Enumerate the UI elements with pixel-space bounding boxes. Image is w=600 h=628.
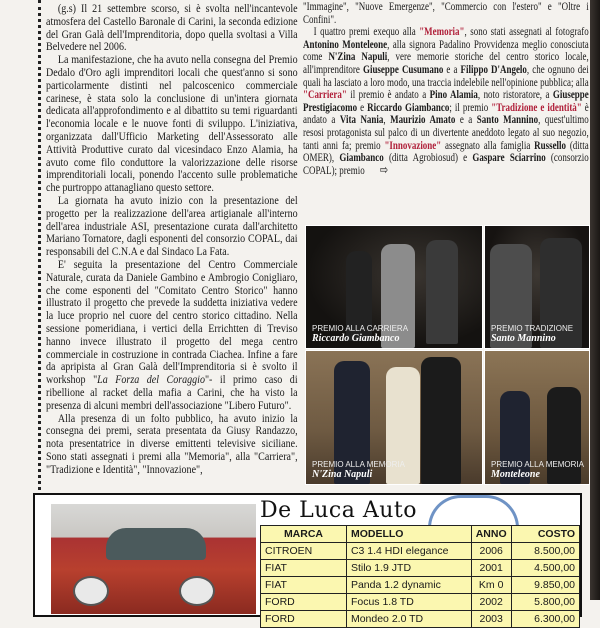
table-row bbox=[261, 543, 580, 560]
photo-carriera bbox=[305, 225, 483, 349]
awardee-name: Pino Alamia bbox=[429, 87, 478, 102]
article-left-column bbox=[46, 2, 298, 475]
paragraph: La manifestazione, che ha avuto nella consegna del Premio Dedalo d'Oro agli imprenditori locali che quest'anno si sono particolarmente distinti nel palcoscenico commerciale carinese, è stata solo la conclusione di un'intera giornata dedicata all'approfondimento e al dibattito su temi riguardanti l'economia locale e le nuove fonti di sviluppo. L'iniziativa, organizzata dall'Ufficio Marketing dell'Assessorato alle Attività Produttive curato dal vicesindaco Enzo Alamia, ha avuto come filo conduttore la valorizzazione delle risorse imprenditoriali locali, ponendo l'accento sulle problematiche che purtroppo attanagliano questo settore. bbox=[46, 52, 298, 195]
table-row bbox=[261, 594, 580, 611]
year-cell: 2003 bbox=[471, 611, 511, 628]
photo-memoria-monteleone bbox=[484, 350, 590, 485]
awardee-name: Maurizio Amato bbox=[390, 112, 456, 127]
photo-caption-title: PREMIO ALLA CARRIERA bbox=[312, 324, 409, 333]
brand-logo: De Luca Auto bbox=[260, 498, 418, 523]
text: , sono stati assegnati al fotografo bbox=[464, 24, 589, 39]
year-cell: Km 0 bbox=[471, 577, 511, 594]
text: E' seguita la presentazione del Centro Commerciale Naturale, curata da Daniele Gambino e Ambrogio Conigliaro, che come esponenti del "Comitato Centro Storico" hanno illustrato il progetto che prevede la suddetta iniziativa vedere la luce proprio nel cuore del centro storico cittadino. Nella sessione pomeridiana, i vertici della Errichtten di Treviso hanno invece illustrato il progetto del mega centro commerciale in costruzione in contrada Ciachea. Infine a fare da apripista al Gran Galà dell'Imprenditoria si è svolto il workshop " bbox=[46, 256, 298, 387]
paragraph: La giornata ha avuto inizio con la presentazione del progetto per la realizzazione dell'area artigianale all'interno dell'area industriale ASI, presentazione curata dall'architetto Mariano Tornatore, dagli esponenti del consorzio COPAL, dai responsabili del C.N.A e dal Sindaco La Fata. bbox=[46, 192, 298, 259]
price-table bbox=[260, 525, 580, 628]
text: , alla signora Padalino Provvidenza meglio conosciuta come bbox=[303, 36, 589, 64]
column-divider bbox=[38, 0, 41, 490]
paragraph: (g.s) Il 21 settembre scorso, si è svolta nell'incantevole atmosfera del Castello Baronale di Carini, la seconda edizione del Gran Galà dell'Imprenditoria, dopo quella svoltasi a Villa Belvedere nel 2006. bbox=[46, 1, 298, 54]
text: I quattro premi exequo alla bbox=[313, 24, 420, 39]
price-cell: 6.300,00 bbox=[511, 611, 579, 628]
awardee-name: Giambanco bbox=[339, 150, 384, 165]
paragraph: Alla presenza di un folto pubblico, ha avuto inizio la consegna dei premi, serata presentata da Giusy Randazzo, nota presentatrice in diverse emittenti televisive siciliane. Sono stati assegnati i premi alla "Memoria", alla "Carriera", "Tradizione e Identità", "Innovazione", bbox=[46, 410, 298, 476]
table-row bbox=[261, 560, 580, 577]
model-cell: Stilo 1.9 JTD bbox=[346, 560, 471, 577]
text: , bbox=[383, 112, 391, 127]
awardee-name: Giuseppe Cusumano bbox=[362, 61, 444, 76]
make-cell: FORD bbox=[261, 611, 347, 628]
text: e bbox=[357, 99, 368, 114]
award-category: "Innovazione" bbox=[384, 137, 442, 152]
car-logo-icon bbox=[428, 495, 519, 528]
text: e a bbox=[443, 61, 461, 76]
photo-caption-name: Riccardo Giambanco bbox=[312, 333, 400, 344]
text: è andato a bbox=[303, 99, 589, 127]
year-cell: 2002 bbox=[471, 594, 511, 611]
make-cell: FIAT bbox=[261, 560, 347, 577]
price-cell: 9.850,00 bbox=[511, 577, 579, 594]
paragraph bbox=[303, 25, 589, 177]
text: , che ognuno dei quali ha lasciato a loro modo, una traccia indelebile nell'opinione pubblica; alla bbox=[303, 61, 589, 89]
text: (ditta OMER), bbox=[303, 137, 589, 165]
continue-arrow-icon: ⇨ bbox=[379, 162, 389, 178]
model-cell: Focus 1.8 TD bbox=[346, 594, 471, 611]
table-row bbox=[261, 611, 580, 628]
award-category: "Tradizione e identità" bbox=[491, 99, 582, 114]
photo-caption-name: Monteleone bbox=[491, 469, 540, 480]
adjacent-page-edge bbox=[590, 0, 600, 600]
awardee-name: Antonino Monteleone bbox=[303, 36, 388, 51]
year-cell: 2001 bbox=[471, 560, 511, 577]
awardee-name: Filippo D'Angelo bbox=[460, 61, 527, 76]
article-right-column bbox=[303, 0, 589, 177]
awardee-name: N'Zina Napuli bbox=[328, 49, 388, 64]
awardee-name: Santo Mannino bbox=[476, 112, 539, 127]
make-cell: CITROEN bbox=[261, 543, 347, 560]
text: assegnato alla famiglia bbox=[441, 137, 535, 152]
photo-caption-name: Santo Mannino bbox=[491, 333, 556, 344]
text: (ditta Agrobiosud) e bbox=[383, 150, 473, 165]
price-cell: 4.500,00 bbox=[511, 560, 579, 577]
column-header: COSTO bbox=[511, 526, 579, 543]
column-header: MODELLO bbox=[346, 526, 471, 543]
photo-caption-title: PREMIO TRADIZIONE bbox=[491, 324, 574, 333]
awardee-name: Russello bbox=[534, 137, 567, 152]
photo-memoria-napuli bbox=[305, 350, 483, 485]
make-cell: FORD bbox=[261, 594, 347, 611]
price-cell: 8.500,00 bbox=[511, 543, 579, 560]
awardee-name: Vita Nania bbox=[339, 112, 384, 127]
model-cell: Panda 1.2 dynamic bbox=[346, 577, 471, 594]
make-cell: FIAT bbox=[261, 577, 347, 594]
paragraph bbox=[46, 258, 298, 412]
paragraph: "Immagine", "Nuove Emergenze", "Commercio con l'estero" e "Oltre i Confini". bbox=[303, 0, 589, 26]
model-cell: C3 1.4 HDI elegance bbox=[346, 543, 471, 560]
text: "- il primo caso di ribellione al racket della mafia a Carini, che ha visto la presenza di alcuni membri dell'associazione "Libero Futuro". bbox=[46, 372, 298, 412]
workshop-title: La Forza del Coraggio bbox=[97, 372, 205, 387]
text: , noto ristoratore, a bbox=[477, 87, 553, 102]
text: (consorzio COPAL); premio bbox=[303, 150, 589, 177]
column-header: MARCA bbox=[261, 526, 347, 543]
year-cell: 2006 bbox=[471, 543, 511, 560]
photo-caption-name: N'Zina Napuli bbox=[312, 469, 373, 480]
awardee-name: Riccardo Giambanco bbox=[367, 99, 450, 114]
car-photo bbox=[51, 504, 256, 614]
photo-caption-title: PREMIO ALLA MEMORIA bbox=[491, 460, 584, 469]
column-header: ANNO bbox=[471, 526, 511, 543]
model-cell: Mondeo 2.0 TD bbox=[346, 611, 471, 628]
text: e a bbox=[455, 112, 477, 127]
award-category: "Carriera" bbox=[303, 87, 347, 102]
photo-tradizione bbox=[484, 225, 590, 349]
text: , vere memorie storiche del centro storico locale, all'imprenditore bbox=[303, 49, 589, 76]
table-row bbox=[261, 577, 580, 594]
awardee-name: Giuseppe Prestigiacomo bbox=[303, 87, 589, 114]
text: ; il premio bbox=[449, 99, 492, 114]
text: , quest'ultimo resosi protagonista sul palco di un divertente aneddoto legato al suo negozio, tanti anni fa; premio bbox=[303, 112, 589, 152]
de-luca-auto-ad bbox=[33, 493, 582, 625]
price-cell: 5.800,00 bbox=[511, 594, 579, 611]
text: il premio è andato a bbox=[346, 87, 430, 102]
awardee-name: Gaspare Sciarrino bbox=[472, 150, 546, 165]
photo-caption-title: PREMIO ALLA MEMORIA bbox=[312, 460, 405, 469]
award-category: "Memoria" bbox=[419, 24, 465, 39]
